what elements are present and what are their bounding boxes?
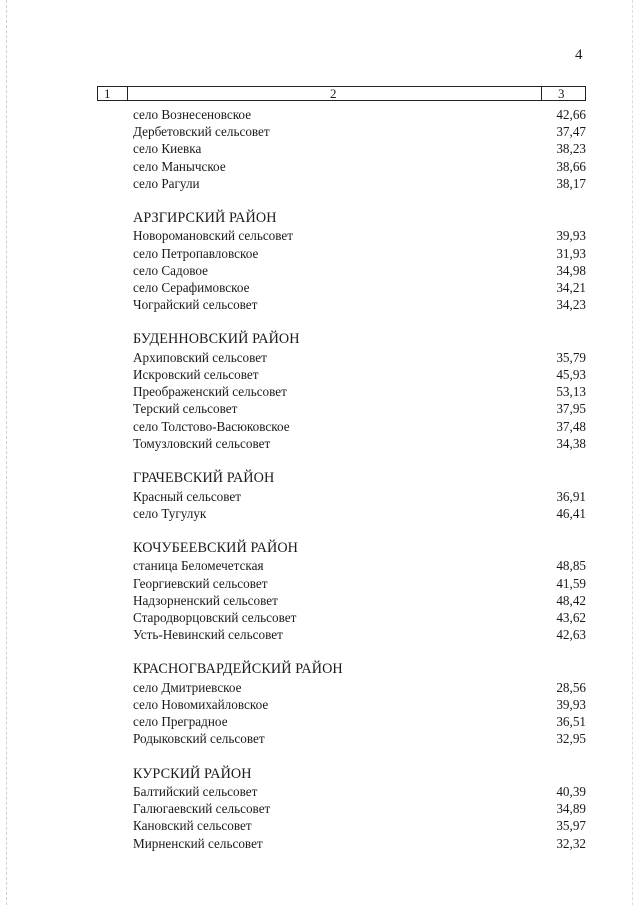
settlement-value: 37,47 [556,124,586,140]
section-gap [133,522,586,540]
settlement-value: 34,98 [556,262,586,278]
settlement-name: Архиповский сельсовет [133,349,267,365]
settlement-name: село Серафимовское [133,280,250,295]
settlement-value: 39,93 [556,228,586,244]
settlement-name: Преображенский сельсовет [133,384,287,400]
table-row [133,575,586,592]
table-row [133,696,586,713]
settlement-name: село Толстово-Васюковское [133,418,290,434]
section-gap [133,313,586,331]
settlement-name: Галюгаевский сельсовет [133,801,271,817]
settlement-name: село Садовое [133,262,209,278]
settlement-name: Томузловский сельсовет [133,435,271,451]
district-heading: ГРАЧЕВСКИЙ РАЙОН [133,470,275,486]
settlement-value: 46,41 [556,505,586,521]
settlement-value: 36,51 [556,714,586,730]
table-row [133,557,586,574]
header-divider [541,87,542,100]
settlement-name: село Петропавловское [133,245,259,261]
settlement-value: 37,95 [556,401,586,417]
settlement-name: село Тугулук [133,505,207,521]
settlement-value: 36,91 [556,488,586,504]
settlement-value: 38,66 [556,158,586,174]
district-heading: БУДЕННОВСКИЙ РАЙОН [133,331,300,348]
settlement-name: Чограйский сельсовет [133,297,258,313]
settlement-value: 48,42 [556,592,586,608]
table-row [133,400,586,417]
table-row [133,730,586,747]
scan-margin-line-right [632,0,633,905]
table-row [133,140,586,157]
table-row [133,626,586,643]
settlement-name: Новоромановский сельсовет [133,228,294,244]
settlement-value: 39,93 [556,697,586,712]
table-row [133,106,586,123]
settlement-value: 34,23 [556,297,586,313]
table-row [133,488,586,505]
settlement-value: 32,32 [556,835,586,851]
settlement-value: 35,97 [556,818,586,834]
settlement-name: Дербетовский сельсовет [133,124,270,140]
table-row [133,418,586,435]
settlement-name: Искровский сельсовет [133,367,259,383]
settlement-value: 28,56 [556,679,586,695]
page-number: 4 [575,47,583,63]
table-row [133,592,586,609]
settlement-value: 34,38 [556,435,586,451]
settlement-name: село Рагули [133,175,200,191]
table-row [133,817,586,834]
table-row [133,296,586,313]
table-header-row [97,86,586,101]
table-row [133,349,586,366]
settlement-value: 38,23 [556,141,586,157]
settlement-value: 43,62 [556,609,586,625]
settlement-name: Терский сельсовет [133,401,238,417]
settlement-name: Усть-Невинский сельсовет [133,627,283,643]
district-heading: АРЗГИРСКИЙ РАЙОН [133,209,277,226]
table-row [133,679,586,696]
table-row [133,800,586,817]
settlement-name: Кановский сельсовет [133,818,252,834]
header-col-1: 1 [104,86,111,101]
district-heading: КРАСНОГВАРДЕЙСКИЙ РАЙОН [133,661,343,678]
table-row [133,227,586,244]
settlement-value: 53,13 [556,384,586,400]
settlement-name: Мирненский сельсовет [133,835,263,851]
settlement-name: село Киевка [133,141,202,157]
header-col-3: 3 [558,86,565,101]
settlement-name: Родыковский сельсовет [133,731,265,747]
table-row [133,713,586,730]
table-row [133,783,586,800]
settlement-name: село Вознесеновское [133,107,252,122]
settlement-name: Стародворцовский сельсовет [133,609,297,625]
settlement-value: 34,21 [556,280,586,295]
settlement-value: 41,59 [556,575,586,591]
settlement-value: 35,79 [556,349,586,365]
table-row [133,158,586,175]
header-divider [127,87,128,100]
settlement-value: 40,39 [556,784,586,800]
settlement-value: 48,85 [556,558,586,574]
district-heading: КУРСКИЙ РАЙОН [133,765,252,782]
settlement-name: Надзорненский сельсовет [133,592,278,608]
settlement-value: 42,63 [556,627,586,643]
settlement-name: село Манычское [133,158,226,174]
settlement-value: 34,89 [556,801,586,817]
table-row [133,245,586,262]
settlement-name: село Новомихайловское [133,697,269,712]
table-row [133,505,586,522]
table-row [133,175,586,192]
settlement-name: Георгиевский сельсовет [133,575,268,591]
settlement-name: станица Беломечетская [133,558,264,574]
settlement-table [133,106,586,852]
settlement-name: Балтийский сельсовет [133,784,258,800]
scan-margin-line-left [6,0,7,905]
table-row [133,123,586,140]
table-row [133,383,586,400]
header-col-2: 2 [330,86,337,101]
settlement-name: село Преградное [133,714,228,730]
settlement-value: 31,93 [556,245,586,261]
section-gap [133,748,586,766]
section-gap [133,643,586,661]
settlement-value: 38,17 [556,175,586,191]
section-gap [133,452,586,470]
table-row [133,366,586,383]
settlement-name: Красный сельсовет [133,488,242,504]
table-row [133,835,586,852]
table-row [133,609,586,626]
settlement-name: село Дмитриевское [133,679,242,695]
table-row [133,435,586,452]
table-row [133,279,586,296]
section-gap [133,192,586,210]
settlement-value: 32,95 [556,731,586,747]
table-row [133,262,586,279]
settlement-value: 42,66 [556,107,586,122]
district-heading: КОЧУБЕЕВСКИЙ РАЙОН [133,539,299,556]
settlement-value: 37,48 [556,418,586,434]
settlement-value: 45,93 [556,367,586,383]
